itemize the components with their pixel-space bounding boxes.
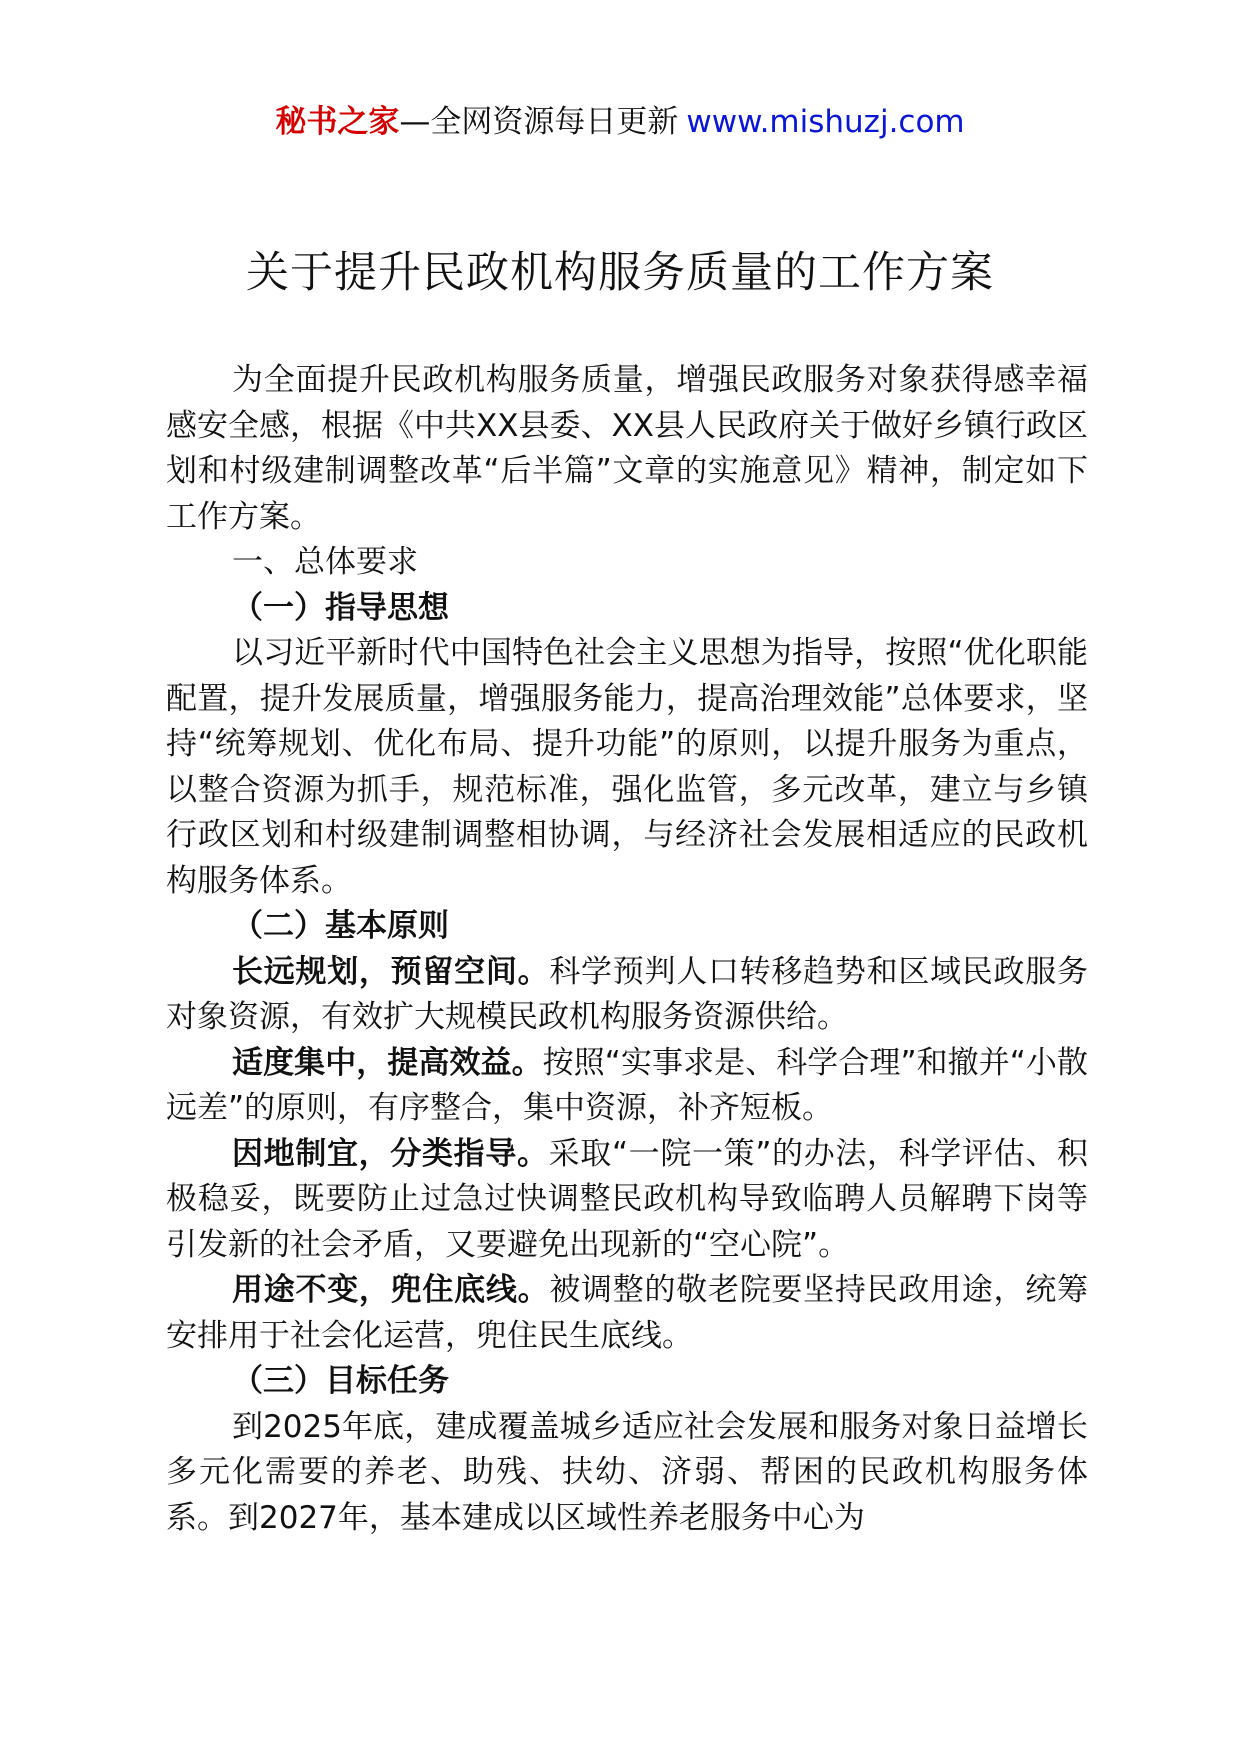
site-brand: 秘书之家 [275, 104, 400, 140]
guiding-ideology-paragraph: 以习近平新时代中国特色社会主义思想为指导，按照“优化职能配置，提升发展质量，增强服务能力，提高治理效能”总体要求，坚持“统筹规划、优化布局、提升功能”的原则，以提升服务为重点，以整合资源为抓手，规范标准，强化监管，多元改革，建立与乡镇行政区划和村级建制调整相协调，与经济社会发展相适应的民政机构服务体系。 [166, 635, 1088, 899]
site-tagline: —全网资源每日更新 [399, 104, 679, 140]
subsection-heading-guiding-ideology: （一）指导思想 [232, 589, 449, 626]
principle-lead: 长远规划，预留空间。 [232, 953, 550, 990]
principle-text: 被调整的敬老院要坚持民政用途，统筹安排用于社会化运营，兜住民生底线。 [166, 1272, 1089, 1354]
subsection-heading-target-tasks: （三）目标任务 [232, 1363, 449, 1399]
target-tasks-paragraph: 到2025年底，建成覆盖城乡适应社会发展和服务对象日益增长多元化需要的养老、助残、扶幼、济弱、帮困的民政机构服务体系。到2027年，基本建成以区域性养老服务中心为 [166, 1408, 1088, 1536]
principle-paragraph [166, 1132, 1088, 1269]
document-body [166, 358, 1088, 1541]
site-url-link[interactable]: www.mishuzj.com [686, 104, 965, 140]
section-heading-general-requirements: 一、总体要求 [232, 544, 418, 580]
principle-text: 采取“一院一策”的办法，科学评估、积极稳妥，既要防止过急过快调整民政机构导致临聘人员解聘下岗等引发新的社会矛盾，又要避免出现新的“空心院”。 [166, 1135, 1088, 1263]
principle-text: 按照“实事求是、科学合理”和撤并“小散远差”的原则，有序整合，集中资源，补齐短板。 [166, 1044, 1088, 1126]
principle-text: 科学预判人口转移趋势和区域民政服务对象资源，有效扩大规模民政机构服务资源供给。 [166, 953, 1089, 1035]
subsection-heading-basic-principles: （二）基本原则 [232, 908, 449, 944]
principle-paragraph [166, 950, 1088, 1041]
principle-paragraph [166, 1268, 1088, 1359]
site-header [0, 100, 1240, 144]
principle-lead: 适度集中，提高效益。 [232, 1044, 543, 1081]
intro-paragraph: 为全面提升民政机构服务质量，增强民政服务对象获得感幸福感安全感，根据《中共XX县委、XX县人民政府关于做好乡镇行政区划和村级建制调整改革“后半篇”文章的实施意见》精神，制定如下工作方案。 [166, 362, 1088, 535]
principle-lead: 用途不变，兜住底线。 [232, 1272, 550, 1308]
principle-lead: 因地制宜，分类指导。 [232, 1135, 549, 1172]
principle-paragraph [166, 1041, 1088, 1132]
document-title: 关于提升民政机构服务质量的工作方案 [246, 248, 994, 298]
